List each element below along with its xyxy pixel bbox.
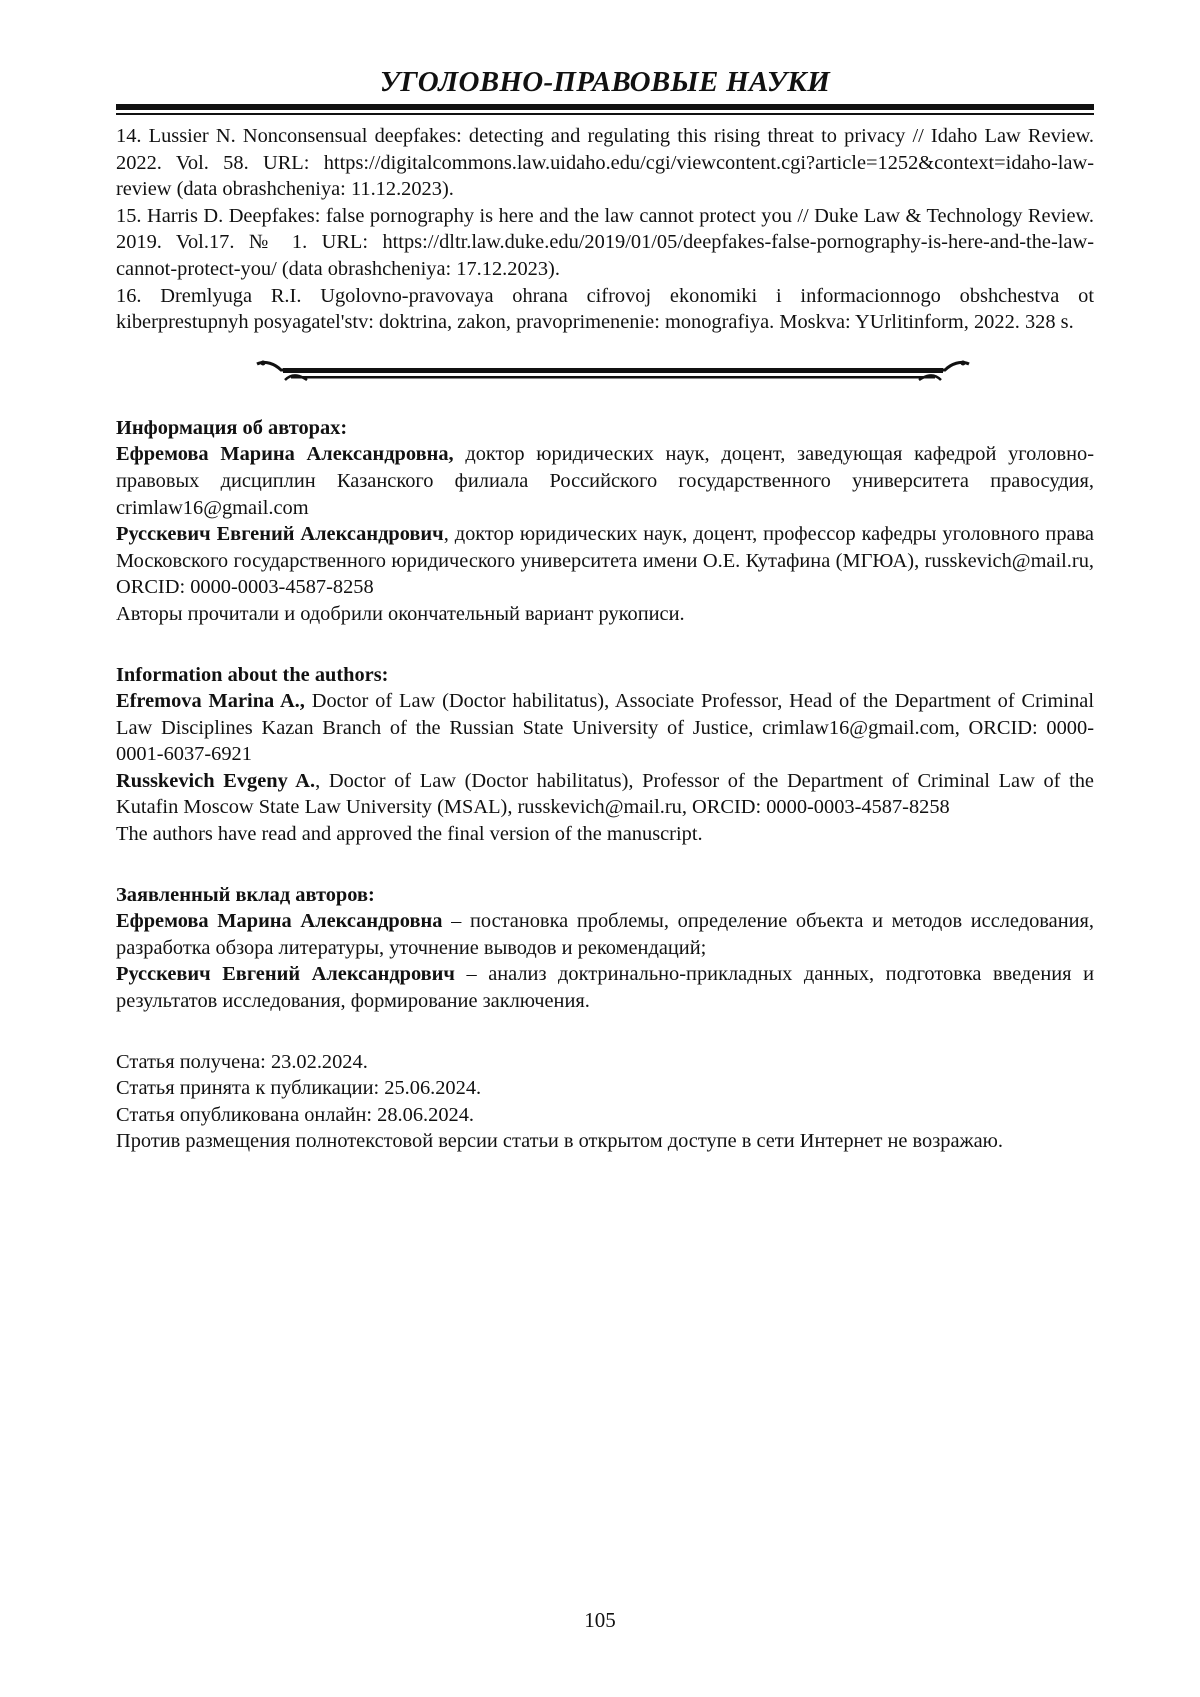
author-details: Doctor of Law (Doctor habilitatus), Associate Professor, Head of the Department of Criminal Law Disciplines Kazan Branch of the Russian State University of Justice, crimlaw16@gmail.com, ORCID: 0000-0001-6037-6921: [116, 690, 1094, 766]
open-access-statement: Против размещения полнотекстовой версии статьи в открытом доступе в сети Интернет не возражаю.: [116, 1130, 1004, 1153]
contribution-entry: [116, 961, 1094, 1014]
contribution-details: – постановка проблемы, определение объекта и методов исследования, разработка обзора литературы, уточнение выводов и рекомендаций;: [116, 910, 1094, 959]
running-header: [116, 62, 1094, 115]
author-name: Ефремова Марина Александровна: [116, 910, 443, 933]
author-name: Russkevich Evgeny A.: [116, 769, 316, 792]
header-rule-thin: [116, 113, 1094, 115]
approval-note: The authors have read and approved the final version of the manuscript.: [116, 823, 703, 846]
authors-info-en: [116, 662, 1094, 848]
author-name: Ефремова Марина Александровна,: [116, 443, 454, 466]
section-heading: Информация об авторах:: [116, 416, 348, 439]
author-contribution: [116, 882, 1094, 1015]
author-entry: [116, 441, 1094, 521]
article-dates: [116, 1049, 1094, 1155]
author-details: , доктор юридических наук, доцент, профессор кафедры уголовного права Московского государственного юридического университета имени О.Е. Кутафина (МГЮА), russkevich@mail.ru, ORCID: 0000-0003-4587-8258: [116, 523, 1094, 599]
author-name: Efremova Marina A.,: [116, 690, 305, 713]
reference-item: 14. Lussier N. Nonconsensual deepfakes: detecting and regulating this rising threat to privacy // Idaho Law Review. 2022. Vol. 58. URL: https://digitalcommons.law.uidaho.edu/cgi/viewcontent.cgi?article=1252&context=idaho-law-review (data obrashcheniya: 11.12.2023).: [116, 125, 1094, 201]
reference-item: 15. Harris D. Deepfakes: false pornography is here and the law cannot protect you // Duke Law & Technology Review. 2019. Vol.17. № 1. URL: https://dltr.law.duke.edu/2019/01/05/deepfakes-false-pornography-is-here-and-the-law-cannot-protect-you/ (data obrashcheniya: 17.12.2023).: [116, 204, 1094, 280]
author-name: Русскевич Евгений Александрович: [116, 963, 455, 986]
author-entry: [116, 521, 1094, 601]
author-details: , Doctor of Law (Doctor habilitatus), Professor of the Department of Criminal Law of the Kutafin Moscow State Law University (MSAL), russkevich@mail.ru, ORCID: 0000-0003-4587-8258: [116, 769, 1094, 819]
date-accepted: Статья принята к публикации: 25.06.2024.: [116, 1077, 482, 1100]
approval-note: Авторы прочитали и одобрили окончательный вариант рукописи.: [116, 602, 685, 625]
running-title: УГОЛОВНО-ПРАВОВЫЕ НАУКИ: [379, 66, 831, 98]
contribution-details: – анализ доктринально-прикладных данных, подготовка введения и результатов исследования, формирование заключения.: [116, 963, 1094, 1013]
ornament-divider-icon: [253, 354, 973, 390]
authors-info-ru: [116, 415, 1094, 628]
reference-item: 16. Dremlyuga R.I. Ugolovno-pravovaya ohrana cifrovoj ekonomiki i informacionnogo obshchestva ot kiberprestupnyh posyagatel'stv: doktrina, zakon, pravoprimenenie: monografiya. Moskva: YUrlitinform, 2022. 328 s.: [116, 284, 1094, 334]
contribution-entry: [116, 908, 1094, 961]
reference-list: [116, 123, 1094, 336]
author-name: Русскевич Евгений Александрович: [116, 523, 444, 546]
author-details: доктор юридических наук, доцент, заведующая кафедрой уголовно-правовых дисциплин Казанского филиала Российского государственного университета правосудия, crimlaw16@gmail.com: [116, 443, 1094, 519]
section-heading: Information about the authors:: [116, 663, 389, 686]
header-rule-thick: [116, 104, 1094, 110]
author-entry: [116, 768, 1094, 821]
section-heading: Заявленный вклад авторов:: [116, 883, 375, 906]
author-entry: [116, 688, 1094, 768]
page-content: [116, 62, 1094, 1155]
date-received: Статья получена: 23.02.2024.: [116, 1050, 368, 1073]
date-published: Статья опубликована онлайн: 28.06.2024.: [116, 1103, 474, 1126]
page-number: 105: [584, 1608, 616, 1632]
